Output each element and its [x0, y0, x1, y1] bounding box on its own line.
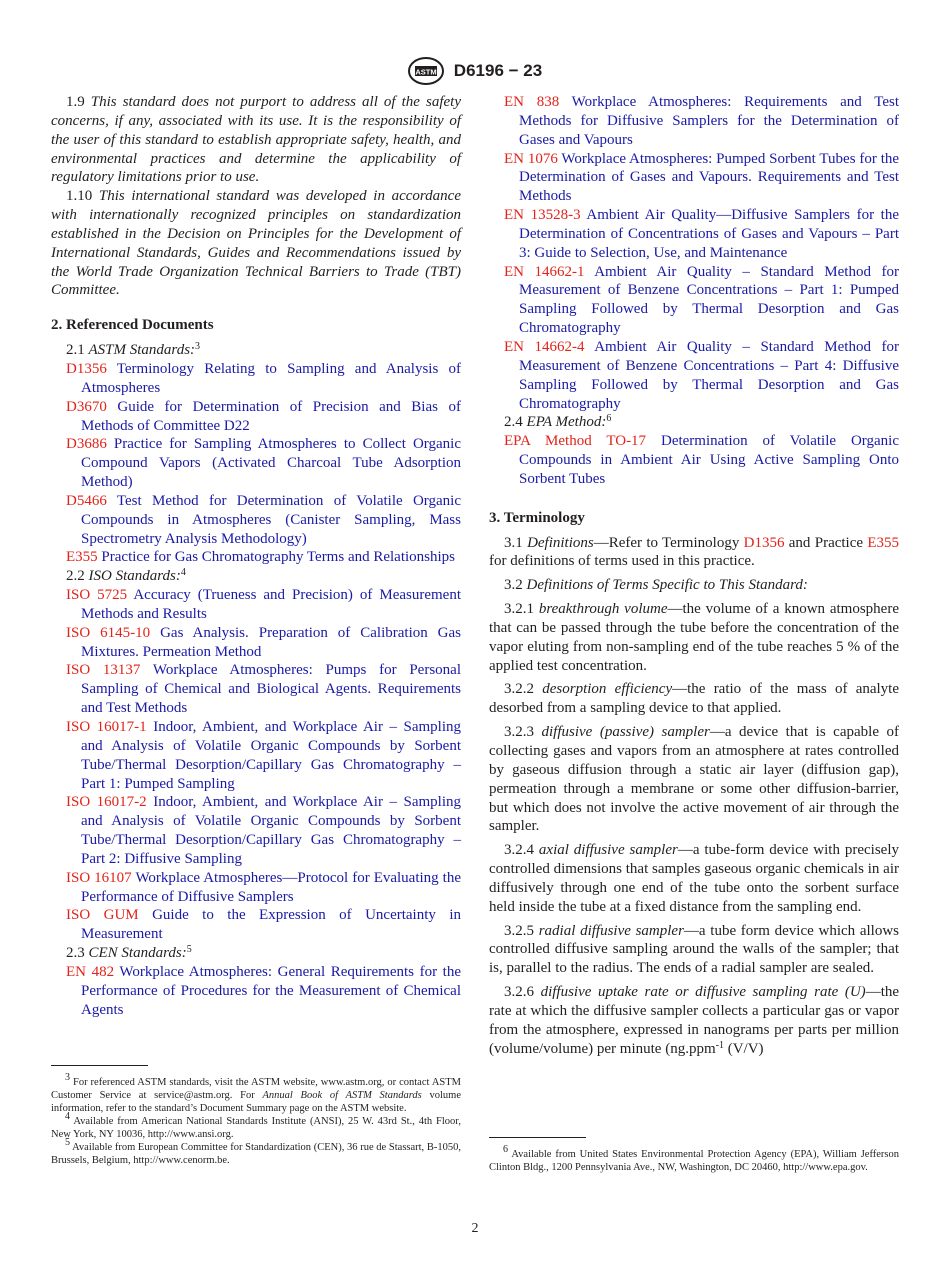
reference-item [489, 432, 899, 489]
reference-title-link[interactable]: Guide for Determination of Precision and Bias of Methods of Committee D22 [81, 398, 461, 434]
reference-title-link[interactable]: Indoor, Ambient, and Workplace Air – Sampling and Analysis of Volatile Organic Compounds by Sorbent Tube/Thermal Desorption/Capillary Gas Chromatography – Part 2: Diffusive Sampling [81, 794, 461, 867]
reference-title-link[interactable]: Practice for Gas Chromatography Terms and Relationships [101, 549, 456, 566]
subsection-2-4: 2.4 EPA Method:$^6$ [504, 413, 612, 431]
reference-title-link[interactable]: Indoor, Ambient, and Workplace Air – Sampling and Analysis of Volatile Organic Compounds by Sorbent Tube/Thermal Desorption/Capillary Gas Chromatography – Part 1: Pumped Sampling [81, 719, 461, 792]
reference-title-link[interactable]: Ambient Air Quality – Standard Method for Measurement of Benzene Concentrations – Part 4: Diffusive Sampling Followed by Thermal Desorption and Gas Chromatography [519, 338, 899, 412]
reference-code-link[interactable]: D1356 [66, 360, 107, 377]
epa-ref-list [489, 432, 899, 489]
section-3-heading: 3. Terminology [489, 509, 585, 526]
reference-title-link[interactable]: Ambient Air Quality—Diffusive Samplers for the Determination of Concentrations of Gases and Vapours – Part 3: Guide to Selection, Use, and Maintenance [519, 207, 899, 261]
subsection-2-2: 2.2 ISO Standards:$^4$ [66, 567, 186, 585]
definition-item: 3.2.3 diffusive (passive) sampler—a device that is capable of collecting gases and vapors from an atmosphere at rates controlled by gaseous diffusion through a static air layer (diffusion gap), permeation through a membrane or some other diffusion-barrier, but which does not involve the active movement of air through the sampler. [489, 724, 899, 835]
reference-title-link[interactable]: Ambient Air Quality – Standard Method for Measurement of Benzene Concentrations – Part 1: Pumped Sampling Followed by Thermal Desorption and Gas Chromatography [519, 263, 899, 337]
definition-item: 3.2.2 desorption efficiency—the ratio of the mass of analyte desorbed from a sampling device to that applied. [489, 681, 900, 717]
reference-item [51, 360, 461, 398]
link-e355[interactable]: E355 [867, 534, 900, 551]
reference-item [51, 586, 461, 624]
reference-item [51, 906, 461, 944]
reference-item [51, 793, 461, 868]
right-column [489, 93, 899, 1059]
footnote-rule-right [489, 1137, 586, 1138]
reference-code-link[interactable]: D5466 [66, 492, 107, 509]
reference-item [51, 718, 461, 793]
footnote-3: $^3$ For referenced ASTM standards, visit the ASTM website, www.astm.org, or contact ASTM Customer Service at service@astm.org. For Annual Book of ASTM Standards volume information, refer to the standard’s Document Summary page on the ASTM website. [51, 1072, 461, 1114]
reference-title-link[interactable]: Gas Analysis. Preparation of Calibration Gas Mixtures. Permeation Method [81, 624, 462, 660]
subsection-2-1: 2.1 ASTM Standards:$^3$ [66, 341, 201, 359]
reference-code-link[interactable]: ISO 6145-10 [66, 624, 151, 641]
reference-code-link[interactable]: E355 [66, 549, 98, 566]
reference-item [51, 869, 461, 907]
reference-code-link[interactable]: EPA Method TO-17 [504, 433, 647, 450]
reference-item [489, 206, 899, 263]
page-number: 2 [471, 1221, 479, 1236]
reference-title-link[interactable]: Workplace Atmospheres: General Requirements for the Performance of Procedures for the Measurement of Chemical Agents [81, 963, 461, 1018]
para-3-2: 3.2 Definitions of Terms Specific to This Standard: [504, 577, 808, 594]
reference-code-link[interactable]: ISO GUM [66, 907, 139, 924]
reference-title-link[interactable]: Determination of Volatile Organic Compounds in Ambient Air Using Active Sampling Onto Sorbent Tubes [519, 433, 899, 487]
astm-ref-list [51, 360, 461, 567]
footnotes-right [489, 1144, 900, 1174]
svg-text:ASTM: ASTM [415, 67, 437, 77]
reference-title-link[interactable]: Accuracy (Trueness and Precision) of Measurement Methods and Results [81, 587, 461, 622]
footnotes-left [51, 1072, 462, 1167]
footnote-6: $^6$ Available from United States Environmental Protection Agency (EPA), William Jefferson Clinton Bldg., 1200 Pennsylvania Ave., NW, Washington, DC 20460, http://www.epa.gov. [489, 1144, 900, 1173]
definition-item: 3.2.5 radial diffusive sampler—a tube form device which allows controlled diffusive sampling around the walls of the sampler; that is, parallel to the radius. The ends of a radial sampler are sealed. [489, 922, 899, 977]
para-1-10: 1.10 This international standard was developed in accordance with internationally recognized principles on standardization established in the Decision on Principles for the Development of International Standards, Guides and Recommendations issued by the World Trade Organization Technical Barriers to Trade (TBT) Committee. [51, 188, 462, 299]
subsection-2-3: 2.3 CEN Standards:$^5$ [66, 944, 192, 962]
reference-code-link[interactable]: ISO 16107 [66, 869, 132, 886]
astm-logo-icon [408, 56, 444, 86]
reference-code-link[interactable]: D3670 [66, 398, 107, 415]
reference-item [489, 263, 899, 338]
reference-code-link[interactable]: ISO 16017-2 [66, 794, 147, 811]
reference-item [51, 963, 461, 1020]
para-1-9: 1.9 This standard does not purport to address all of the safety concerns, if any, associated with its use. It is the responsibility of the user of this standard to establish appropriate safety, health, and environmental practices and determine the applicability of regulatory limitations prior to use. [51, 94, 461, 186]
footnote-rule-left [51, 1065, 148, 1066]
reference-item [51, 435, 461, 492]
reference-code-link[interactable]: EN 14662-1 [504, 263, 585, 280]
footnote-4: $^4$ Available from American National Standards Institute (ANSI), 25 W. 43rd St., 4th Floor, New York, NY 10036, http://www.ansi.org. [51, 1111, 462, 1140]
footnote-5: $^5$ Available from European Committee for Standardization (CEN), 36 rue de Stassart, B-1050, Brussels, Belgium, http://www.cenorm.be. [51, 1137, 461, 1166]
left-column [51, 93, 461, 1020]
reference-item [51, 398, 461, 436]
link-d1356[interactable]: D1356 [743, 534, 785, 551]
reference-item [489, 150, 899, 207]
definition-list [489, 600, 899, 978]
reference-item [51, 661, 461, 718]
para-3-1: 3.1 Definitions—Refer to Terminology D1356 and Practice E355 for definitions of terms used in this practice. [489, 534, 900, 570]
reference-code-link[interactable]: EN 838 [504, 94, 560, 110]
reference-title-link[interactable]: Practice for Sampling Atmospheres to Collect Organic Compound Vapors (Activated Charcoal Tube Adsorption Method) [81, 436, 462, 491]
reference-title-link[interactable]: Test Method for Determination of Volatile Organic Compounds in Atmospheres (Canister Sampling, Mass Spectrometry Analysis Methodology) [81, 492, 461, 547]
reference-code-link[interactable]: EN 13528-3 [504, 207, 581, 224]
reference-title-link[interactable]: Guide to the Expression of Uncertainty in Measurement [81, 907, 462, 943]
reference-code-link[interactable]: ISO 5725 [66, 587, 128, 604]
reference-title-link[interactable]: Workplace Atmospheres: Pumped Sorbent Tubes for the Determination of Gases and Vapours. Requirements and Test Methods [519, 150, 900, 205]
reference-code-link[interactable]: EN 1076 [504, 150, 558, 167]
reference-title-link[interactable]: Workplace Atmospheres: Requirements and Test Methods for Diffusive Samplers for the Determination of Gases and Vapours [519, 94, 900, 148]
definition-3-2-6: 3.2.6 diffusive uptake rate or diffusive sampling rate (U)—the rate at which the diffusive sampler collects a particular gas or vapor from the atmosphere, expressed in nanograms per parts per million (volume/volume) per minute (ng.ppm$^{-1}$ (V/V) [489, 984, 900, 1057]
reference-title-link[interactable]: Workplace Atmospheres—Protocol for Evaluating the Performance of Diffusive Samplers [81, 869, 462, 905]
document-code: D6196 − 23 [453, 61, 543, 80]
page-header [0, 56, 950, 86]
reference-title-link[interactable]: Terminology Relating to Sampling and Analysis of Atmospheres [81, 360, 461, 396]
cen-ref-list-right [489, 93, 899, 413]
reference-code-link[interactable]: ISO 13137 [66, 662, 141, 679]
reference-item [51, 548, 461, 567]
reference-item [489, 93, 899, 150]
reference-item [51, 492, 461, 549]
reference-code-link[interactable]: D3686 [66, 436, 107, 453]
definition-item: 3.2.1 breakthrough volume—the volume of a known atmosphere that can be passed through the tube before the concentration of the vapor eluting from non-sampling end of the tube reaches 5 % of the applied test concentration. [489, 601, 899, 674]
reference-code-link[interactable]: EN 14662-4 [504, 338, 585, 355]
reference-code-link[interactable]: ISO 16017-1 [66, 719, 147, 735]
reference-title-link[interactable]: Workplace Atmospheres: Pumps for Personal Sampling of Chemical and Biological Agents. Requirements and Test Methods [81, 662, 461, 717]
section-2-heading: 2. Referenced Documents [51, 317, 214, 334]
reference-item [51, 624, 461, 662]
definition-item: 3.2.4 axial diffusive sampler—a tube-form device with precisely controlled dimensions that samples gaseous organic chemicals in air diffusively through one end of the tube onto the sorbent surface held inside the tube at a fixed distance from the sampling end. [489, 842, 899, 915]
reference-item [489, 338, 899, 413]
cen-ref-list-left [51, 963, 461, 1020]
reference-code-link[interactable]: EN 482 [66, 963, 115, 980]
iso-ref-list [51, 586, 461, 944]
